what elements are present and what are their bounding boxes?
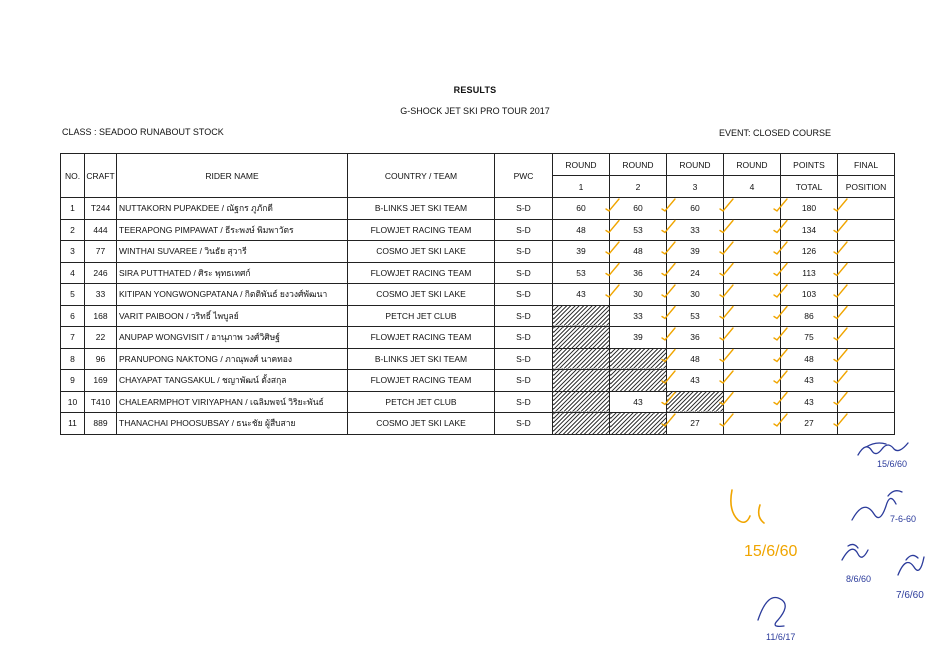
col-header-round2-num: 2 xyxy=(610,176,667,198)
cell-craft: 169 xyxy=(85,370,117,392)
cell-round4 xyxy=(724,391,781,413)
cell-points-total: 180 xyxy=(781,198,838,220)
document-title: RESULTS xyxy=(453,85,497,95)
cell-round2: 36 xyxy=(610,262,667,284)
cell-points-total: 43 xyxy=(781,370,838,392)
svg-text:7/6/60: 7/6/60 xyxy=(896,590,924,601)
cell-rider-name: VARIT PAIBOON / วริทธิ์ ไพบูลย์ xyxy=(117,305,348,327)
signature-6-icon xyxy=(731,490,798,560)
cell-round4 xyxy=(724,327,781,349)
cell-pwc: S-D xyxy=(495,241,553,263)
cell-final-position xyxy=(838,305,895,327)
cell-round3: 43 xyxy=(667,370,724,392)
signature-4-icon xyxy=(896,555,924,601)
cell-points-total: 103 xyxy=(781,284,838,306)
cell-country-team: FLOWJET RACING TEAM xyxy=(348,219,495,241)
cell-round1 xyxy=(553,327,610,349)
col-header-pwc: PWC xyxy=(495,154,553,198)
cell-points-total: 75 xyxy=(781,327,838,349)
cell-craft: 96 xyxy=(85,348,117,370)
cell-round3: 48 xyxy=(667,348,724,370)
cell-round1 xyxy=(553,391,610,413)
cell-round4 xyxy=(724,262,781,284)
table-row xyxy=(61,327,895,349)
col-header-round1: ROUND xyxy=(553,154,610,176)
cell-country-team: COSMO JET SKI LAKE xyxy=(348,241,495,263)
cell-no: 6 xyxy=(61,305,85,327)
col-header-country: COUNTRY / TEAM xyxy=(348,154,495,198)
table-row xyxy=(61,262,895,284)
cell-country-team: FLOWJET RACING TEAM xyxy=(348,327,495,349)
col-header-no: NO. xyxy=(61,154,85,198)
cell-country-team: B-LINKS JET SKI TEAM xyxy=(348,348,495,370)
cell-country-team: PETCH JET CLUB xyxy=(348,305,495,327)
cell-points-total: 43 xyxy=(781,391,838,413)
cell-country-team: COSMO JET SKI LAKE xyxy=(348,413,495,435)
cell-final-position xyxy=(838,370,895,392)
cell-round3: 24 xyxy=(667,262,724,284)
event-subtitle: G-SHOCK JET SKI PRO TOUR 2017 xyxy=(400,106,550,116)
col-header-points: POINTS xyxy=(781,154,838,176)
cell-round3: 53 xyxy=(667,305,724,327)
cell-pwc: S-D xyxy=(495,262,553,284)
cell-no: 7 xyxy=(61,327,85,349)
cell-rider-name: THANACHAI PHOOSUBSAY / ธนะชัย ผู้สืบสาย xyxy=(117,413,348,435)
signature-1-icon xyxy=(858,443,908,469)
cell-round4 xyxy=(724,219,781,241)
col-header-round3-num: 3 xyxy=(667,176,724,198)
cell-no: 1 xyxy=(61,198,85,220)
cell-round4 xyxy=(724,198,781,220)
cell-final-position xyxy=(838,413,895,435)
cell-round3 xyxy=(667,391,724,413)
cell-round2: 43 xyxy=(610,391,667,413)
cell-pwc: S-D xyxy=(495,391,553,413)
cell-round1 xyxy=(553,370,610,392)
cell-craft: 22 xyxy=(85,327,117,349)
cell-round2: 48 xyxy=(610,241,667,263)
cell-craft: 168 xyxy=(85,305,117,327)
cell-pwc: S-D xyxy=(495,348,553,370)
cell-craft: T244 xyxy=(85,198,117,220)
cell-points-total: 126 xyxy=(781,241,838,263)
cell-round4 xyxy=(724,284,781,306)
cell-rider-name: SIRA PUTTHATED / ศิระ พุทธเทศก์ xyxy=(117,262,348,284)
cell-pwc: S-D xyxy=(495,284,553,306)
cell-final-position xyxy=(838,348,895,370)
cell-final-position xyxy=(838,241,895,263)
cell-no: 2 xyxy=(61,219,85,241)
signature-5-icon xyxy=(758,598,795,643)
cell-rider-name: KITIPAN YONGWONGPATANA / กิตติพันธ์ ยงวงศ์พัฒนา xyxy=(117,284,348,306)
cell-craft: 77 xyxy=(85,241,117,263)
cell-country-team: B-LINKS JET SKI TEAM xyxy=(348,198,495,220)
svg-text:11/6/17: 11/6/17 xyxy=(766,632,796,642)
svg-text:8/6/60: 8/6/60 xyxy=(846,574,872,584)
cell-points-total: 86 xyxy=(781,305,838,327)
cell-round1: 53 xyxy=(553,262,610,284)
cell-final-position xyxy=(838,198,895,220)
cell-rider-name: WINTHAI SUVAREE / วินธัย สุวารี xyxy=(117,241,348,263)
cell-points-total: 27 xyxy=(781,413,838,435)
table-row xyxy=(61,241,895,263)
cell-no: 8 xyxy=(61,348,85,370)
svg-text:15/6/60: 15/6/60 xyxy=(744,543,798,560)
signature-3-icon xyxy=(842,544,871,584)
cell-round2 xyxy=(610,413,667,435)
cell-round1 xyxy=(553,413,610,435)
cell-rider-name: CHAYAPAT TANGSAKUL / ชญาพัฒน์ ตั้งสกุล xyxy=(117,370,348,392)
col-header-final-sub: POSITION xyxy=(838,176,895,198)
cell-craft: T410 xyxy=(85,391,117,413)
cell-round1: 48 xyxy=(553,219,610,241)
cell-round2: 39 xyxy=(610,327,667,349)
cell-craft: 33 xyxy=(85,284,117,306)
cell-rider-name: ANUPAP WONGVISIT / อานุภาพ วงศ์วิศิษฐ์ xyxy=(117,327,348,349)
table-row xyxy=(61,284,895,306)
cell-final-position xyxy=(838,262,895,284)
cell-round4 xyxy=(724,348,781,370)
cell-points-total: 48 xyxy=(781,348,838,370)
cell-round2: 53 xyxy=(610,219,667,241)
cell-rider-name: PRANUPONG NAKTONG / ภาณุพงศ์ นาคทอง xyxy=(117,348,348,370)
cell-craft: 246 xyxy=(85,262,117,284)
table-row xyxy=(61,370,895,392)
cell-no: 9 xyxy=(61,370,85,392)
cell-round1 xyxy=(553,348,610,370)
cell-points-total: 134 xyxy=(781,219,838,241)
cell-pwc: S-D xyxy=(495,327,553,349)
table-row xyxy=(61,391,895,413)
cell-no: 11 xyxy=(61,413,85,435)
table-row xyxy=(61,219,895,241)
cell-pwc: S-D xyxy=(495,219,553,241)
cell-round3: 60 xyxy=(667,198,724,220)
cell-round2 xyxy=(610,348,667,370)
cell-craft: 889 xyxy=(85,413,117,435)
results-table xyxy=(60,153,895,435)
cell-round4 xyxy=(724,241,781,263)
cell-craft: 444 xyxy=(85,219,117,241)
cell-final-position xyxy=(838,391,895,413)
cell-round4 xyxy=(724,305,781,327)
cell-round3: 27 xyxy=(667,413,724,435)
cell-pwc: S-D xyxy=(495,305,553,327)
cell-no: 5 xyxy=(61,284,85,306)
table-row xyxy=(61,413,895,435)
cell-rider-name: TEERAPONG PIMPAWAT / ธีระพงษ์ พิมพาวัตร xyxy=(117,219,348,241)
cell-round1: 39 xyxy=(553,241,610,263)
svg-text:7-6-60: 7-6-60 xyxy=(890,514,917,524)
cell-country-team: COSMO JET SKI LAKE xyxy=(348,284,495,306)
cell-round1 xyxy=(553,305,610,327)
cell-pwc: S-D xyxy=(495,413,553,435)
cell-no: 4 xyxy=(61,262,85,284)
cell-round3: 36 xyxy=(667,327,724,349)
col-header-round4: ROUND xyxy=(724,154,781,176)
cell-final-position xyxy=(838,327,895,349)
header-row-1 xyxy=(61,154,895,176)
cell-pwc: S-D xyxy=(495,370,553,392)
cell-country-team: PETCH JET CLUB xyxy=(348,391,495,413)
cell-round4 xyxy=(724,413,781,435)
table-row xyxy=(61,305,895,327)
table-row xyxy=(61,348,895,370)
event-label: EVENT: CLOSED COURSE xyxy=(719,128,832,138)
cell-no: 10 xyxy=(61,391,85,413)
svg-text:15/6/60: 15/6/60 xyxy=(877,459,908,469)
cell-points-total: 113 xyxy=(781,262,838,284)
cell-final-position xyxy=(838,219,895,241)
cell-round2: 60 xyxy=(610,198,667,220)
cell-round2: 30 xyxy=(610,284,667,306)
col-header-round1-num: 1 xyxy=(553,176,610,198)
cell-round2 xyxy=(610,370,667,392)
cell-country-team: FLOWJET RACING TEAM xyxy=(348,370,495,392)
signature-2-icon xyxy=(852,491,916,524)
cell-final-position xyxy=(838,284,895,306)
col-header-round3: ROUND xyxy=(667,154,724,176)
col-header-round2: ROUND xyxy=(610,154,667,176)
cell-round3: 30 xyxy=(667,284,724,306)
cell-round1: 60 xyxy=(553,198,610,220)
table-row xyxy=(61,198,895,220)
cell-round1: 43 xyxy=(553,284,610,306)
col-header-craft: CRAFT xyxy=(85,154,117,198)
col-header-round4-num: 4 xyxy=(724,176,781,198)
col-header-final: FINAL xyxy=(838,154,895,176)
col-header-rider: RIDER NAME xyxy=(117,154,348,198)
cell-pwc: S-D xyxy=(495,198,553,220)
cell-rider-name: CHALEARMPHOT VIRIYAPHAN / เฉลิมพจน์ วิริยะพันธ์ xyxy=(117,391,348,413)
cell-round3: 39 xyxy=(667,241,724,263)
cell-round4 xyxy=(724,370,781,392)
class-label: CLASS : SEADOO RUNABOUT STOCK xyxy=(62,127,224,137)
cell-country-team: FLOWJET RACING TEAM xyxy=(348,262,495,284)
cell-round3: 33 xyxy=(667,219,724,241)
cell-no: 3 xyxy=(61,241,85,263)
col-header-points-sub: TOTAL xyxy=(781,176,838,198)
cell-round2: 33 xyxy=(610,305,667,327)
cell-rider-name: NUTTAKORN PUPAKDEE / ณัฐกร ภูภักดี xyxy=(117,198,348,220)
